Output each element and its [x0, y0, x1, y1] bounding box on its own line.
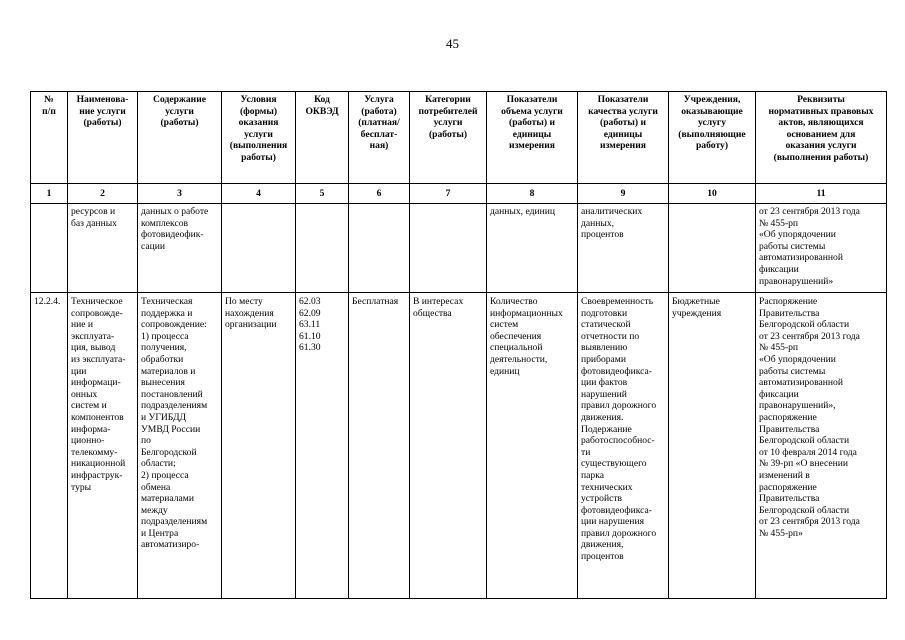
table-cell: ресурсов и баз данных [68, 204, 138, 293]
table-cell: Бюджетные учреждения [669, 293, 756, 599]
table-cell: от 23 сентября 2013 года № 455-рп «Об упорядочении работы системы автоматизированной фиксации правонарушений» [756, 204, 887, 293]
header-cell: № п/п [31, 92, 68, 184]
table-cell: Распоряжение Правительства Белгородской области от 23 сентября 2013 года № 455-рп «Об упорядочении работы системы автоматизированной фиксации правонарушений», распоряжение Правительства Белгородской области от 10 февраля 2014 года № 39-рп «О внесении изменений в распоряжение Правительства Белгородской области от 23 сентября 2013 года № 455-рп» [756, 293, 887, 599]
header-cell: Реквизиты нормативных правовых актов, являющихся основанием для оказания услуги (выполнения работы) [756, 92, 887, 184]
column-number-cell: 2 [68, 184, 138, 204]
table-row [31, 293, 887, 599]
header-cell: Учреждения, оказывающие услугу (выполняющие работу) [669, 92, 756, 184]
table-cell: По месту нахождения организации [222, 293, 296, 599]
table-cell: данных о работе комплексов фотовидеофик- сации [138, 204, 222, 293]
table-cell [349, 204, 410, 293]
table-cell: данных, единиц [487, 204, 578, 293]
page-number: 45 [446, 36, 459, 51]
column-number-cell: 1 [31, 184, 68, 204]
column-number-cell: 6 [349, 184, 410, 204]
column-number-cell: 10 [669, 184, 756, 204]
header-cell: Услуга (работа) (платная/ бесплат- ная) [349, 92, 410, 184]
table-cell [669, 204, 756, 293]
column-number-cell: 5 [296, 184, 349, 204]
column-number-cell: 7 [410, 184, 487, 204]
table-header-row [31, 92, 887, 184]
column-number-cell: 8 [487, 184, 578, 204]
table-cell: Техническое сопровожде- ние и эксплуата- ция, вывод из эксплуата- ции информаци- онных систем и компонентов информа- ционно- телекомму- никационной инфраструк- туры [68, 293, 138, 599]
column-number-cell: 11 [756, 184, 887, 204]
table-cell [296, 204, 349, 293]
header-cell: Код ОКВЭД [296, 92, 349, 184]
table-row [31, 204, 887, 293]
table-cell: Бесплатная [349, 293, 410, 599]
header-cell: Категории потребителей услуги (работы) [410, 92, 487, 184]
table-cell: Количество информационных систем обеспечения специальной деятельности, единиц [487, 293, 578, 599]
table-cell: 62.03 62.09 63.11 61.10 61.30 [296, 293, 349, 599]
header-cell: Условия (формы) оказания услуги (выполнения работы) [222, 92, 296, 184]
table-cell [31, 204, 68, 293]
table-cell: Своевременность подготовки статической отчетности по выявлению приборами фотовидеофикса- ции фактов нарушений правил дорожного движения. Подержание работоспособнос- ти существующего парка технических устройств фотовидеофикса- ции нарушения правил дорожного движения, процентов [578, 293, 669, 599]
services-table [30, 91, 887, 599]
table-cell: В интересах общества [410, 293, 487, 599]
column-number-cell: 3 [138, 184, 222, 204]
column-number-cell: 9 [578, 184, 669, 204]
header-cell: Содержание услуги (работы) [138, 92, 222, 184]
column-number-cell: 4 [222, 184, 296, 204]
table-cell [410, 204, 487, 293]
column-number-row [31, 184, 887, 204]
table-cell: аналитических данных, процентов [578, 204, 669, 293]
table-cell [222, 204, 296, 293]
table-cell: Техническая поддержка и сопровождение: 1) процесса получения, обработки материалов и вынесения постановлений подразделениям и УГИБДД УМВД России по Белгородской области; 2) процесса обмена материалами между подразделениям и Центра автоматизиро- [138, 293, 222, 599]
header-cell: Наименова- ние услуги (работы) [68, 92, 138, 184]
header-cell: Показатели объема услуги (работы) и единицы измерения [487, 92, 578, 184]
table-cell: 12.2.4. [31, 293, 68, 599]
header-cell: Показатели качества услуги (работы) и единицы измерения [578, 92, 669, 184]
